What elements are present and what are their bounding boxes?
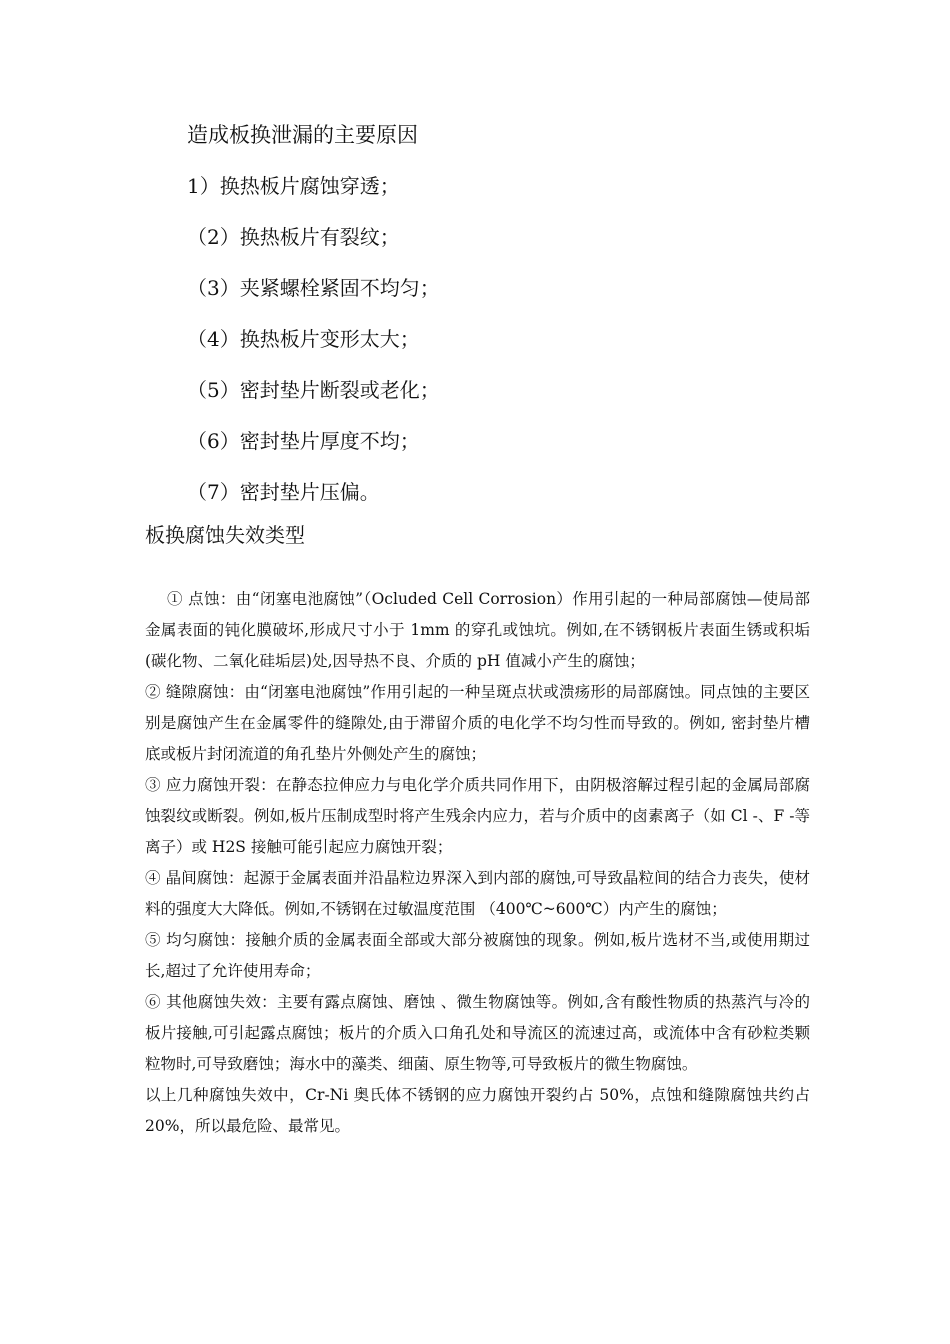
leak-causes-list <box>187 171 440 528</box>
paragraph-other: ⑥ 其他腐蚀失效：主要有露点腐蚀、磨蚀 、微生物腐蚀等。例如,含有酸性物质的热蒸汽与冷的板片接触,可引起露点腐蚀；板片的介质入口角孔处和导流区的流速过高，或流体中含有砂粒类颗粒物时,可导致磨蚀；海水中的藻类、细菌、原生物等,可导致板片的微生物腐蚀。 <box>145 993 810 1073</box>
cause-item: （7）密封垫片压偏。 <box>187 480 380 504</box>
paragraph-crevice: ② 缝隙腐蚀：由“闭塞电池腐蚀”作用引起的一种呈斑点状或溃疡形的局部腐蚀。同点蚀的主要区别是腐蚀产生在金属零件的缝隙处,由于滞留介质的电化学不均匀性而导致的。例如, 密封垫片槽底或板片封闭流道的角孔垫片外侧处产生的腐蚀； <box>145 683 810 763</box>
cause-item: （3）夹紧螺栓紧固不均匀； <box>187 276 440 300</box>
cause-item: 1）换热板片腐蚀穿透； <box>187 174 400 198</box>
paragraph-uniform: ⑤ 均匀腐蚀：接触介质的金属表面全部或大部分被腐蚀的现象。例如,板片选材不当,或使用期过长,超过了允许使用寿命； <box>145 931 810 980</box>
paragraph-intergranular: ④ 晶间腐蚀：起源于金属表面并沿晶粒边界深入到内部的腐蚀,可导致晶粒间的结合力丧失，使材料的强度大大降低。例如,不锈钢在过敏温度范围 （400℃~600℃）内产生的腐蚀； <box>145 869 810 918</box>
corrosion-types-title: 板换腐蚀失效类型 <box>145 523 305 547</box>
cause-item: （5）密封垫片断裂或老化； <box>187 378 440 402</box>
cause-item: （2）换热板片有裂纹； <box>187 225 400 249</box>
cause-item: （4）换热板片变形太大； <box>187 327 420 351</box>
cause-item: （6）密封垫片厚度不均； <box>187 429 420 453</box>
paragraph-summary: 以上几种腐蚀失效中，Cr-Ni 奥氏体不锈钢的应力腐蚀开裂约占 50%，点蚀和缝隙腐蚀共约占 20%，所以最危险、最常见。 <box>145 1086 810 1135</box>
corrosion-types-body <box>145 584 810 1142</box>
paragraph-stress-corrosion: ③ 应力腐蚀开裂：在静态拉伸应力与电化学介质共同作用下，由阴极溶解过程引起的金属局部腐蚀裂纹或断裂。例如,板片压制成型时将产生残余内应力，若与介质中的卤素离子（如 Cl -、F -等离子）或 H2S 接触可能引起应力腐蚀开裂； <box>145 776 810 856</box>
leak-causes-heading: 造成板换泄漏的主要原因 <box>187 123 418 147</box>
paragraph-pitting: ① 点蚀：由“闭塞电池腐蚀”（Ocluded Cell Corrosion）作用引起的一种局部腐蚀—使局部金属表面的钝化膜破坏,形成尺寸小于 1mm 的穿孔或蚀坑。例如,在不锈钢板片表面生锈或积垢(碳化物、二氧化硅垢层)处,因导热不良、介质的 pH 值减小产生的腐蚀； <box>145 590 810 670</box>
